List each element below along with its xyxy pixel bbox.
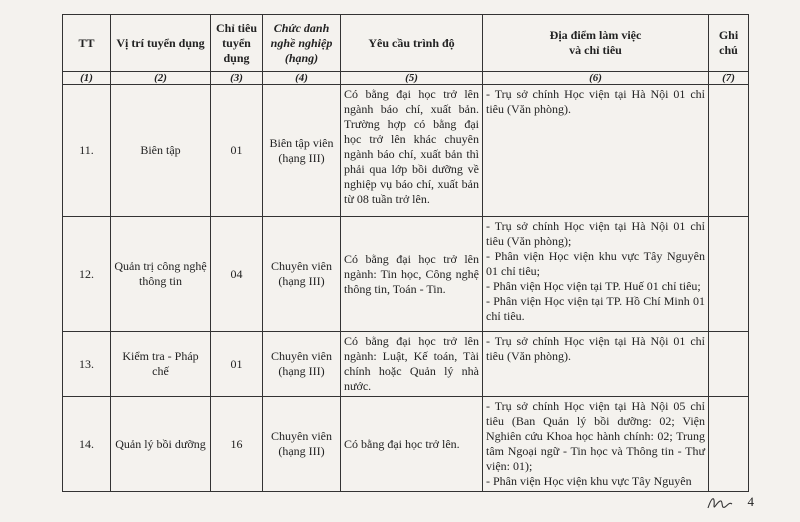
table-row — [63, 397, 749, 492]
row-chi-tieu: 04 — [211, 217, 263, 332]
header-yeu-cau: Yêu cầu trình độ — [341, 15, 483, 72]
row-chuc-danh: Chuyên viên (hạng III) — [263, 332, 341, 397]
header-tt: TT — [63, 15, 111, 72]
row-chuc-danh: Chuyên viên (hạng III) — [263, 397, 341, 492]
row-tt: 12. — [63, 217, 111, 332]
index-cell: (5) — [341, 72, 483, 85]
row-chi-tieu: 01 — [211, 332, 263, 397]
row-vi-tri: Kiểm tra - Pháp chế — [111, 332, 211, 397]
row-vi-tri: Quản trị công nghệ thông tin — [111, 217, 211, 332]
row-tt: 14. — [63, 397, 111, 492]
page-number: 4 — [747, 494, 754, 509]
row-ghi-chu — [709, 332, 749, 397]
row-dia-diem — [483, 217, 709, 332]
row-dia-diem — [483, 332, 709, 397]
location-line: - Phân viện Học viện khu vực Tây Nguyên 01 chỉ tiêu; — [486, 249, 705, 278]
index-cell: (3) — [211, 72, 263, 85]
table-row — [63, 332, 749, 397]
location-line: - Trụ sở chính Học viện tại Hà Nội 01 chỉ tiêu (Văn phòng). — [486, 334, 705, 363]
row-yeu-cau: Có bằng đại học trở lên ngành: Luật, Kế toán, Tài chính hoặc Quản lý nhà nước. — [341, 332, 483, 397]
index-row — [63, 72, 749, 85]
recruitment-table — [62, 14, 749, 492]
row-vi-tri: Biên tập — [111, 85, 211, 217]
header-row — [63, 15, 749, 72]
index-cell: (6) — [483, 72, 709, 85]
index-cell: (7) — [709, 72, 749, 85]
location-line: - Phân viện Học viện tại TP. Hồ Chí Minh 01 chỉ tiêu. — [486, 294, 705, 323]
row-ghi-chu — [709, 217, 749, 332]
row-yeu-cau: Có bằng đại học trở lên ngành: Tin học, Công nghệ thông tin, Toán - Tin. — [341, 217, 483, 332]
header-dia-diem — [483, 15, 709, 72]
index-cell: (1) — [63, 72, 111, 85]
header-chi-tieu: Chỉ tiêu tuyển dụng — [211, 15, 263, 72]
location-line: - Trụ sở chính Học viện tại Hà Nội 01 chỉ tiêu (Văn phòng). — [486, 87, 705, 116]
table-row — [63, 217, 749, 332]
table-row — [63, 85, 749, 217]
location-line: - Phân viện Học viện tại TP. Huế 01 chỉ tiêu; — [486, 279, 701, 293]
recruitment-table-sheet — [62, 14, 748, 492]
row-ghi-chu — [709, 397, 749, 492]
row-tt: 13. — [63, 332, 111, 397]
location-line: - Trụ sở chính Học viện tại Hà Nội 05 chỉ tiêu (Ban Quản lý bồi dưỡng: 02; Viện Nghiên cứu Khoa học hành chính: 02; Trung tâm Ngoại ngữ - Tin học và Thông tin - Thư viện: 01); — [486, 399, 705, 473]
row-chi-tieu: 16 — [211, 397, 263, 492]
row-chuc-danh: Biên tập viên (hạng III) — [263, 85, 341, 217]
index-cell: (2) — [111, 72, 211, 85]
row-yeu-cau: Có bằng đại học trở lên ngành báo chí, xuất bản. Trường hợp có bằng đại học trở lên khác chuyên ngành báo chí, xuất bản thì phải qua lớp bồi dưỡng về nghiệp vụ báo chí, xuất bản từ 08 tuần trở lên. — [341, 85, 483, 217]
row-dia-diem — [483, 397, 709, 492]
row-tt: 11. — [63, 85, 111, 217]
row-yeu-cau: Có bằng đại học trở lên. — [341, 397, 483, 492]
location-line: - Phân viện Học viện khu vực Tây Nguyên — [486, 474, 692, 488]
row-chuc-danh: Chuyên viên (hạng III) — [263, 217, 341, 332]
row-dia-diem — [483, 85, 709, 217]
header-ghi-chu: Ghi chú — [709, 15, 749, 72]
header-vi-tri: Vị trí tuyển dụng — [111, 15, 211, 72]
index-cell: (4) — [263, 72, 341, 85]
row-chi-tieu: 01 — [211, 85, 263, 217]
initials-signature — [706, 492, 734, 514]
header-chuc-danh: Chức danh nghề nghiệp (hạng) — [263, 15, 341, 72]
location-line: - Trụ sở chính Học viện tại Hà Nội 01 chỉ tiêu (Văn phòng); — [486, 219, 705, 248]
header-dia-diem-line1: Địa điểm làm việc — [549, 28, 642, 42]
header-dia-diem-line2: và chỉ tiêu — [569, 43, 622, 57]
row-ghi-chu — [709, 85, 749, 217]
row-vi-tri: Quản lý bồi dưỡng — [111, 397, 211, 492]
